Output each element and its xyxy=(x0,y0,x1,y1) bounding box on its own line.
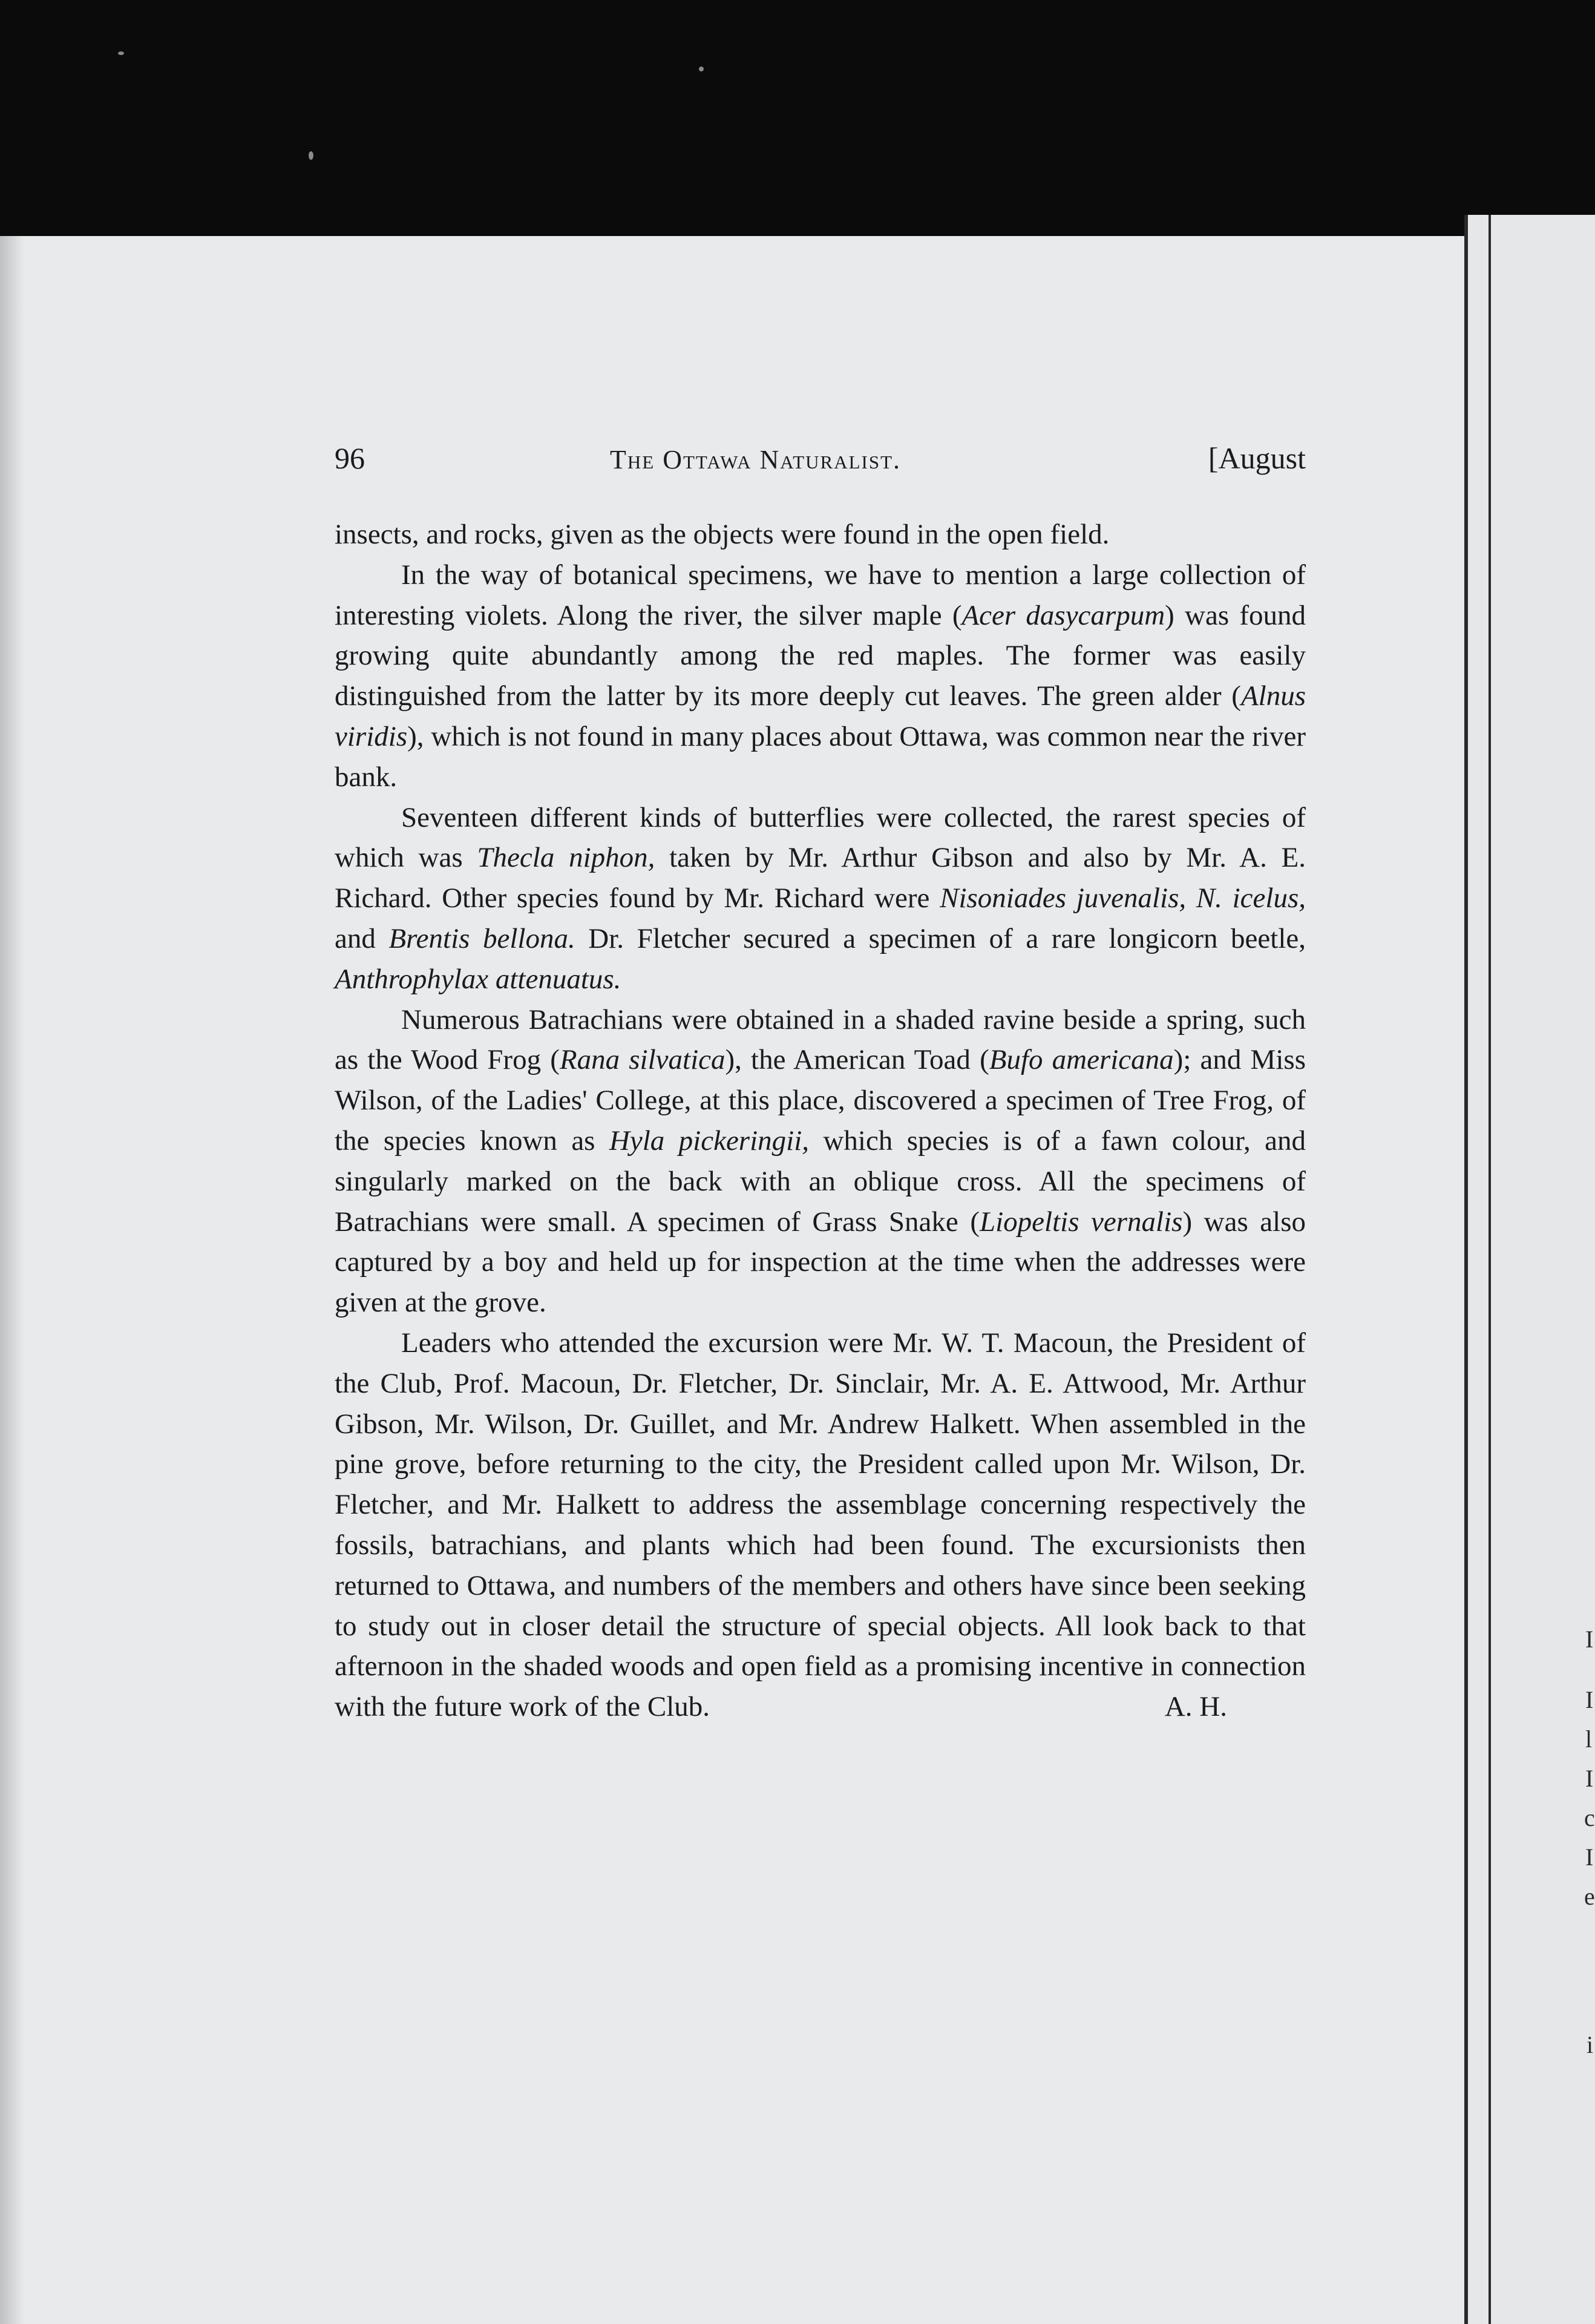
text-run: taken by Mr. Arthur Gibson and also by Mr. A. E. Richard. Other species found by Mr. Richard were xyxy=(335,842,1306,914)
page-left-edge-shadow xyxy=(0,236,24,2324)
text-run: Dr. Fletcher secured a specimen of a rare longicorn beetle, xyxy=(575,922,1306,954)
adjacent-page-letter: I xyxy=(1585,1686,1594,1713)
page-gutter-line xyxy=(1464,215,1468,2324)
species-name: Thecla niphon, xyxy=(477,842,655,874)
paragraph-4 xyxy=(335,1000,1306,1323)
text-run: Seventeen different kinds of butterflies were collected, the rarest species of which was xyxy=(335,801,1306,874)
adjacent-page-letter: l xyxy=(1585,1725,1593,1753)
adjacent-page-letter: i xyxy=(1587,2031,1594,2058)
species-name: Anthrophylax attenuatus. xyxy=(335,963,621,995)
paragraph-1: insects, and rocks, given as the objects were found in the open field. xyxy=(335,519,1110,550)
species-name: Nisoniades juvenalis, N. icelus, xyxy=(940,882,1306,914)
closing-paragraph xyxy=(335,1323,1306,1727)
dust-speck xyxy=(699,67,704,71)
species-name: Brentis bellona. xyxy=(388,922,575,954)
author-signature: A. H. xyxy=(1164,1691,1227,1723)
adjacent-page-letter: I xyxy=(1585,1765,1594,1792)
paragraph-5: Leaders who attended the excursion were Mr. W. T. Macoun, the President of the Club, Prof. Macoun, Dr. Fletcher, Dr. Sinclair, Mr. A. E. Attwood, Mr. Arthur Gibson, Mr. Wilson, Dr. Guillet, and Mr. Andrew Halkett. When assembled in the pine grove, before returning to the city, the President called upon Mr. Wilson, Dr. Fletcher, and Mr. Halkett to address the assemblage concerning respectively the fossils, batrachians, and plants which had been found. The excursionists then returned to Ottawa, and numbers of the members and others have since been seeking to study out in closer detail the structure of special objects. All look back to that afternoon in the shaded woods and open field as a promising incentive in connection with the future work of the Club. xyxy=(335,1327,1306,1723)
adjacent-page-letter: e xyxy=(1584,1883,1595,1910)
text-run: ) was also captured by a boy and held up for inspection at the time when the addresses were given at the grove. xyxy=(335,1206,1306,1319)
text-run: which species is of a fawn colour, and singularly marked on the back with an oblique cross. All the specimens of Batrachians were small. A specimen of Grass Snake ( xyxy=(335,1124,1306,1238)
species-name: Rana silvatica xyxy=(559,1044,725,1076)
running-head xyxy=(335,441,1306,483)
species-name: Hyla pickeringii, xyxy=(609,1124,810,1157)
text-run: and xyxy=(335,922,389,954)
paragraph-3 xyxy=(335,798,1306,1000)
adjacent-page-strip xyxy=(1464,215,1595,2324)
text-run: In the way of botanical specimens, we have to mention a large collection of interesting violets. Along the river, the silver maple ( xyxy=(335,559,1306,631)
dust-speck xyxy=(309,151,313,160)
page-gutter-line-2 xyxy=(1489,215,1491,2324)
species-name: Acer dasycarpum xyxy=(961,599,1165,631)
paragraph-2 xyxy=(335,555,1306,798)
journal-title: The Ottawa Naturalist. xyxy=(610,445,902,474)
adjacent-page-letter: I xyxy=(1585,1843,1594,1871)
text-run: ); and Miss Wilson, of the Ladies' College, at this place, discovered a specimen of Tree Frog, of the species known as xyxy=(335,1044,1306,1157)
issue-month: [August xyxy=(1208,441,1306,475)
species-name: Liopeltis vernalis xyxy=(979,1206,1183,1238)
article-body xyxy=(335,514,1306,1727)
adjacent-page-letter: c xyxy=(1584,1804,1595,1831)
page-number: 96 xyxy=(335,441,365,475)
species-name: Bufo americana xyxy=(989,1044,1174,1076)
text-run: ) was found growing quite abundantly among the red maples. The former was easily distinguished from the latter by its more deeply cut leaves. The green alder ( xyxy=(335,599,1306,712)
text-run: Numerous Batrachians were obtained in a shaded ravine beside a spring, such as the Wood Frog ( xyxy=(335,1003,1306,1076)
species-name: Alnus viridis xyxy=(335,680,1306,752)
adjacent-page-letter: I xyxy=(1585,1626,1594,1653)
text-run: ), the American Toad ( xyxy=(725,1044,989,1076)
dust-speck xyxy=(118,51,124,55)
text-run: ), which is not found in many places about Ottawa, was common near the river bank. xyxy=(335,720,1306,793)
